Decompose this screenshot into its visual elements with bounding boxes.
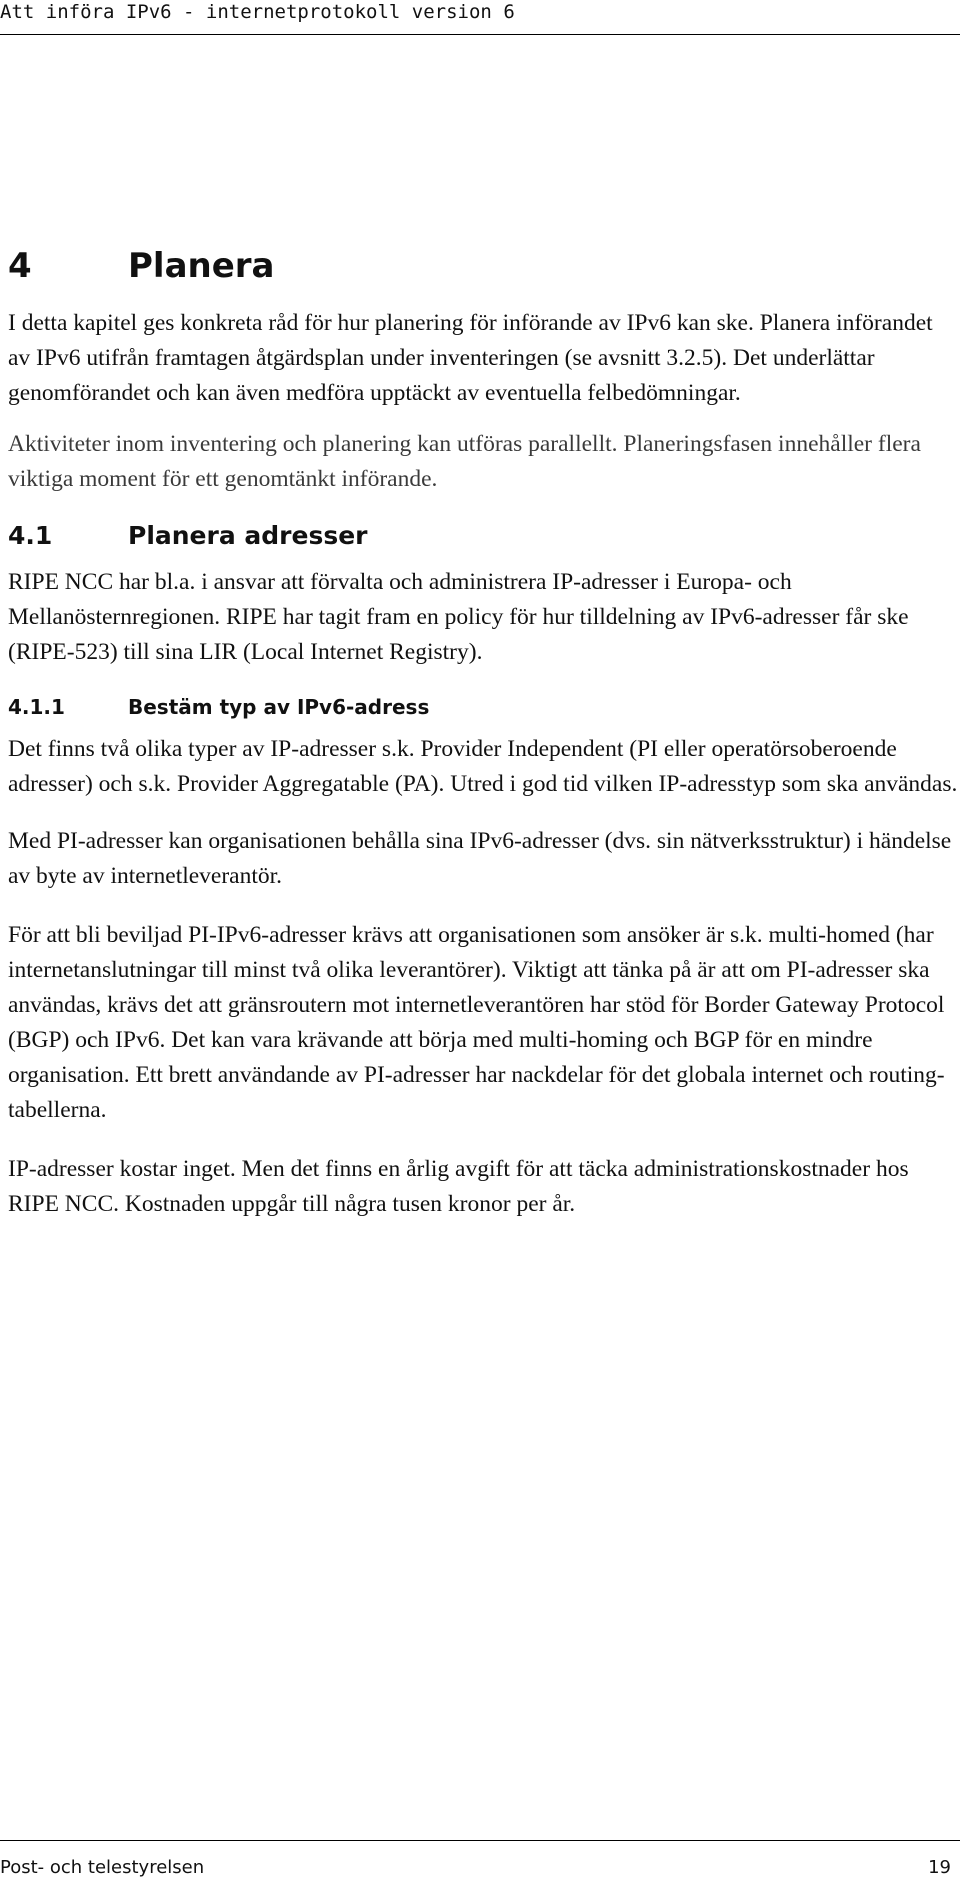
chapter-heading xyxy=(8,244,958,288)
chapter-title: Planera xyxy=(128,246,275,286)
subsection-paragraph-cost: IP-adresser kostar inget. Men det finns en årlig avgift för att täcka administrationskostnader hos RIPE NCC. Kostnaden uppgår till några tusen kronor per år. xyxy=(8,1156,909,1217)
subsection-paragraph-pi-addresses: Med PI-adresser kan organisationen behålla sina IPv6-adresser (dvs. sin nätverksstruktur) i händelse av byte av internetleverantör. xyxy=(8,828,952,889)
page-number: 19 xyxy=(928,1857,951,1878)
footer-publisher: Post- och telestyrelsen xyxy=(0,1857,205,1878)
subsection-heading xyxy=(8,692,958,722)
section-number: 4.1 xyxy=(8,521,53,550)
section-heading xyxy=(8,519,958,553)
subsection-title: Bestäm typ av IPv6-adress xyxy=(128,695,430,719)
running-footer xyxy=(0,1840,960,1882)
section-paragraph: RIPE NCC har bl.a. i ansvar att förvalta och administrera IP-adresser i Europa- och Mellanösternregionen. RIPE har tagit fram en policy för hur tilldelning av IPv6-adresser får ske (RIPE-523) till sina LIR (Local Internet Registry). xyxy=(8,569,909,665)
subsection-paragraph-address-types: Det finns två olika typer av IP-adresser s.k. Provider Independent (PI eller operatörsoberoende adresser) och s.k. Provider Aggregatable (PA). Utred i god tid vilken IP-adresstyp som ska användas. xyxy=(8,736,958,797)
subsection-number: 4.1.1 xyxy=(8,695,65,719)
chapter-number: 4 xyxy=(8,246,32,286)
chapter-activities-paragraph: Aktiviteter inom inventering och planering kan utföras parallellt. Planeringsfasen innehåller flera viktiga moment för ett genomtänkt införande. xyxy=(8,431,921,492)
subsection-paragraph-multi-homed: För att bli beviljad PI-IPv6-adresser krävs att organisationen som ansöker är s.k. multi-homed (har internetanslutningar till minst två olika leverantörer). Viktigt att tänka på är att om PI-adresser ska användas, krävs det att gränsroutern mot internetleverantören har stöd för Border Gateway Protocol (BGP) och IPv6. Det kan vara krävande att börja med multi-homing och BGP för en mindre organisation. Ett brett användande av PI-adresser har nackdelar för det globala internet och routing-tabellerna. xyxy=(8,922,945,1123)
running-header xyxy=(0,0,960,35)
page-content xyxy=(8,244,958,1222)
chapter-intro-paragraph: I detta kapitel ges konkreta råd för hur planering för införande av IPv6 kan ske. Planera införandet av IPv6 utifrån framtagen åtgärdsplan under inventeringen (se avsnitt 3.2.5). Det underlättar genomförandet och kan även medföra upptäckt av eventuella felbedömningar. xyxy=(8,310,933,406)
running-header-text: Att införa IPv6 - internetprotokoll version 6 xyxy=(0,1,515,23)
section-title: Planera adresser xyxy=(128,521,368,550)
